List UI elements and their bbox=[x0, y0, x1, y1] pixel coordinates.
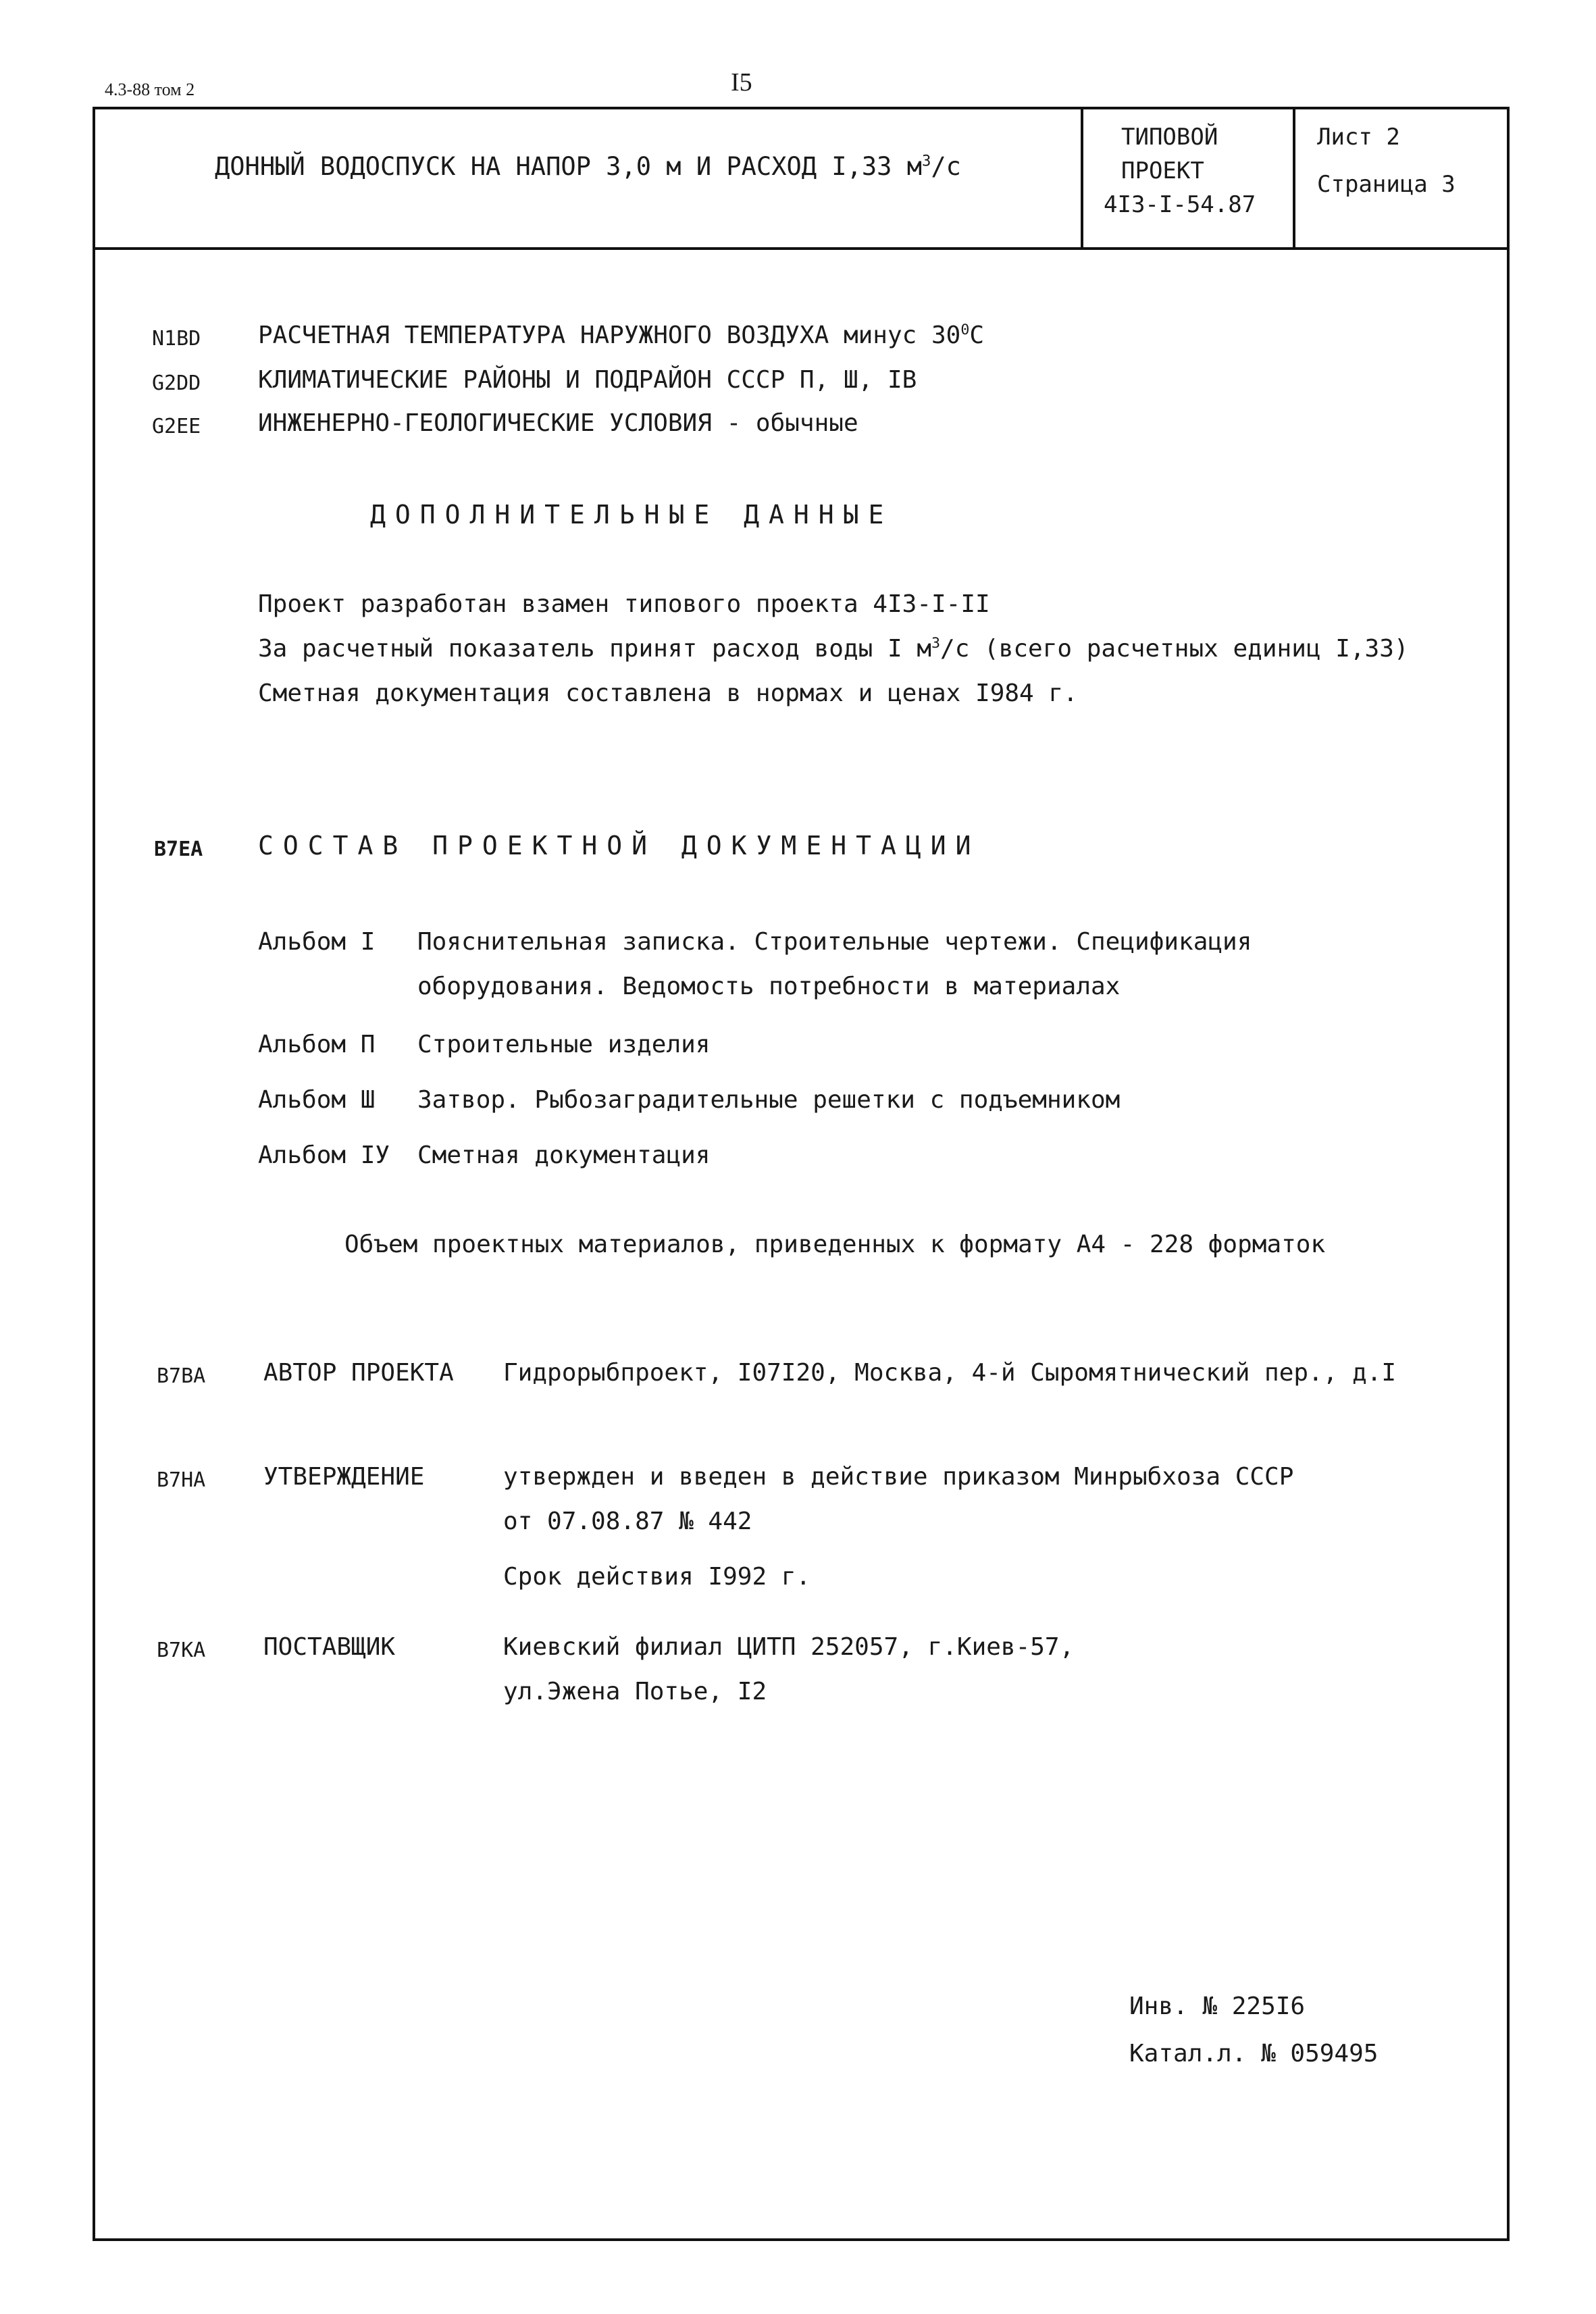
field-label: УТВЕРЖДЕНИЕ bbox=[263, 1463, 425, 1491]
condition-text: РАСЧЕТНАЯ ТЕМПЕРАТУРА НАРУЖНОГО ВОЗДУХА минус $30^0С$ bbox=[258, 322, 985, 349]
section-heading: ДОПОЛНИТЕЛЬНЫЕ ДАННЫЕ bbox=[370, 500, 894, 530]
document-title: ДОННЫЙ ВОДОСПУСК НА НАПОР 3,0 м И РАСХОД I,33 $м^3/с$ bbox=[215, 152, 961, 181]
section-code: B7KA bbox=[157, 1639, 206, 1662]
page-number: I5 bbox=[731, 68, 752, 97]
field-value: ул.Эжена Потье, I2 bbox=[503, 1678, 767, 1705]
album-description: Сметная документация bbox=[417, 1141, 711, 1169]
album-description: Пояснительная записка. Строительные чертежи. Спецификация bbox=[417, 928, 1252, 956]
volume-stamp: 4.3-88 том 2 bbox=[105, 80, 195, 99]
condition-text: ИНЖЕНЕРНО-ГЕОЛОГИЧЕСКИЕ УСЛОВИЯ - обычные bbox=[258, 409, 858, 437]
title-block-divider bbox=[1081, 107, 1083, 250]
inventory-number: Инв. № 225I6 bbox=[1129, 1992, 1306, 2020]
paragraph-line: Сметная документация составлена в нормах и ценах I984 г. bbox=[258, 679, 1078, 707]
page-label: Страница 3 bbox=[1317, 171, 1456, 198]
field-label: ПОСТАВЩИК bbox=[263, 1633, 396, 1661]
condition-code: G2EE bbox=[152, 415, 201, 438]
section-heading: СОСТАВ ПРОЕКТНОЙ ДОКУМЕНТАЦИИ bbox=[258, 831, 981, 860]
project-type-label: ПРОЕКТ bbox=[1121, 157, 1204, 184]
album-label: Альбом I bbox=[258, 928, 376, 956]
album-label: Альбом Ш bbox=[258, 1086, 376, 1114]
section-code: B7BA bbox=[157, 1364, 206, 1388]
album-label: Альбом П bbox=[258, 1031, 376, 1058]
paragraph-line: Проект разработан взамен типового проекта 4I3-I-II bbox=[258, 590, 990, 618]
condition-code: G2DD bbox=[152, 371, 201, 395]
project-type-label: ТИПОВОЙ bbox=[1121, 124, 1218, 151]
field-value: от 07.08.87 № 442 bbox=[503, 1508, 752, 1535]
title-block-divider bbox=[1293, 107, 1295, 250]
album-label: Альбом IУ bbox=[258, 1141, 390, 1169]
condition-code: N1BD bbox=[152, 327, 201, 351]
field-value: Гидрорыбпроект, I07I20, Москва, 4-й Сыромятнический пер., д.I bbox=[503, 1359, 1397, 1387]
album-description: оборудования. Ведомость потребности в материалах bbox=[417, 973, 1121, 1000]
catalog-number: Катал.л. № 059495 bbox=[1129, 2040, 1379, 2067]
section-code: B7HA bbox=[157, 1468, 206, 1492]
project-number: 4I3-I-54.87 bbox=[1104, 191, 1256, 218]
sheet-number: Лист 2 bbox=[1317, 124, 1400, 151]
paragraph-line: За расчетный показатель принят расход воды I $м^3/с$ (всего расчетных единиц I,33) bbox=[258, 635, 1409, 663]
field-value: Срок действия I992 г. bbox=[503, 1563, 811, 1591]
album-description: Строительные изделия bbox=[417, 1031, 711, 1058]
condition-text: КЛИМАТИЧЕСКИЕ РАЙОНЫ И ПОДРАЙОН СССР П, Ш, IВ bbox=[258, 366, 917, 394]
field-value: утвержден и введен в действие приказом Минрыбхоза СССР bbox=[503, 1463, 1294, 1491]
volume-note: Объем проектных материалов, приведенных к формату А4 - 228 форматок bbox=[344, 1231, 1326, 1258]
field-label: АВТОР ПРОЕКТА bbox=[263, 1359, 454, 1387]
album-description: Затвор. Рыбозаградительные решетки с подъемником bbox=[417, 1086, 1121, 1114]
field-value: Киевский филиал ЦИТП 252057, г.Киев-57, bbox=[503, 1633, 1075, 1661]
section-code: B7EA bbox=[154, 838, 203, 861]
